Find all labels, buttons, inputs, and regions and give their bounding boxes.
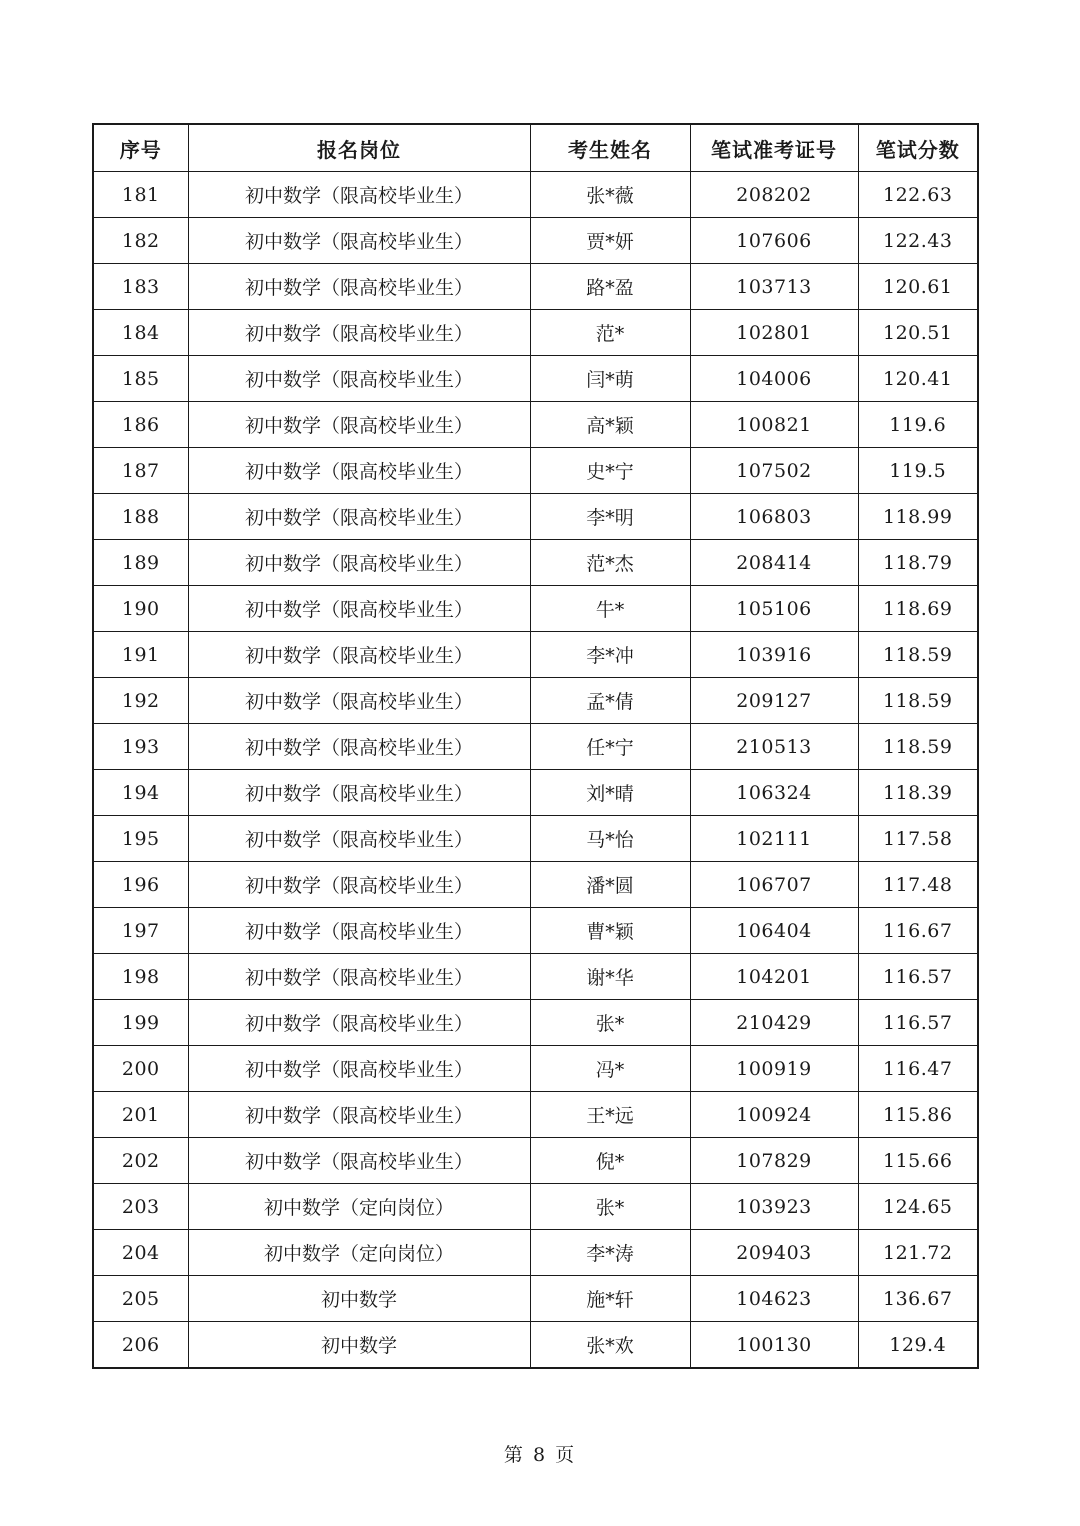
cell-written-score: 120.51 xyxy=(858,310,978,356)
table-header xyxy=(93,124,978,172)
table-row xyxy=(93,724,978,770)
cell-admission-ticket: 100924 xyxy=(690,1092,858,1138)
table-row xyxy=(93,448,978,494)
cell-serial-number: 190 xyxy=(93,586,188,632)
cell-admission-ticket: 106324 xyxy=(690,770,858,816)
cell-position: 初中数学（限高校毕业生） xyxy=(188,862,530,908)
cell-position: 初中数学（限高校毕业生） xyxy=(188,1092,530,1138)
page-number: 第 8 页 xyxy=(503,1444,577,1466)
cell-position: 初中数学（限高校毕业生） xyxy=(188,494,530,540)
cell-written-score: 118.99 xyxy=(858,494,978,540)
table-row xyxy=(93,1138,978,1184)
table-row xyxy=(93,540,978,586)
cell-candidate-name: 潘*圆 xyxy=(530,862,690,908)
cell-written-score: 118.59 xyxy=(858,632,978,678)
cell-admission-ticket: 210513 xyxy=(690,724,858,770)
results-table xyxy=(92,123,979,1369)
table-row xyxy=(93,678,978,724)
cell-serial-number: 198 xyxy=(93,954,188,1000)
cell-serial-number: 182 xyxy=(93,218,188,264)
cell-candidate-name: 贾*妍 xyxy=(530,218,690,264)
cell-position: 初中数学 xyxy=(188,1276,530,1322)
cell-admission-ticket: 209127 xyxy=(690,678,858,724)
cell-written-score: 115.86 xyxy=(858,1092,978,1138)
table-row xyxy=(93,770,978,816)
cell-candidate-name: 李*明 xyxy=(530,494,690,540)
cell-written-score: 117.48 xyxy=(858,862,978,908)
cell-serial-number: 197 xyxy=(93,908,188,954)
cell-serial-number: 183 xyxy=(93,264,188,310)
cell-admission-ticket: 105106 xyxy=(690,586,858,632)
header-row xyxy=(93,124,978,172)
cell-position: 初中数学（限高校毕业生） xyxy=(188,816,530,862)
cell-serial-number: 205 xyxy=(93,1276,188,1322)
cell-position: 初中数学（限高校毕业生） xyxy=(188,218,530,264)
cell-serial-number: 203 xyxy=(93,1184,188,1230)
table-row xyxy=(93,1046,978,1092)
table-row xyxy=(93,954,978,1000)
cell-position: 初中数学（限高校毕业生） xyxy=(188,1000,530,1046)
cell-candidate-name: 冯* xyxy=(530,1046,690,1092)
cell-serial-number: 193 xyxy=(93,724,188,770)
cell-written-score: 118.39 xyxy=(858,770,978,816)
cell-serial-number: 199 xyxy=(93,1000,188,1046)
cell-position: 初中数学（限高校毕业生） xyxy=(188,954,530,1000)
cell-serial-number: 200 xyxy=(93,1046,188,1092)
cell-position: 初中数学（限高校毕业生） xyxy=(188,678,530,724)
cell-admission-ticket: 210429 xyxy=(690,1000,858,1046)
cell-candidate-name: 施*轩 xyxy=(530,1276,690,1322)
cell-position: 初中数学（限高校毕业生） xyxy=(188,540,530,586)
cell-written-score: 115.66 xyxy=(858,1138,978,1184)
cell-candidate-name: 张*薇 xyxy=(530,172,690,218)
table-row xyxy=(93,1276,978,1322)
cell-candidate-name: 范*杰 xyxy=(530,540,690,586)
cell-admission-ticket: 209403 xyxy=(690,1230,858,1276)
cell-written-score: 136.67 xyxy=(858,1276,978,1322)
cell-candidate-name: 范* xyxy=(530,310,690,356)
cell-candidate-name: 张* xyxy=(530,1184,690,1230)
cell-admission-ticket: 208414 xyxy=(690,540,858,586)
cell-admission-ticket: 208202 xyxy=(690,172,858,218)
cell-serial-number: 186 xyxy=(93,402,188,448)
cell-written-score: 121.72 xyxy=(858,1230,978,1276)
cell-position: 初中数学（定向岗位） xyxy=(188,1184,530,1230)
cell-serial-number: 204 xyxy=(93,1230,188,1276)
cell-admission-ticket: 104201 xyxy=(690,954,858,1000)
cell-admission-ticket: 104623 xyxy=(690,1276,858,1322)
table-row xyxy=(93,816,978,862)
cell-serial-number: 201 xyxy=(93,1092,188,1138)
cell-written-score: 120.61 xyxy=(858,264,978,310)
cell-written-score: 122.43 xyxy=(858,218,978,264)
cell-written-score: 124.65 xyxy=(858,1184,978,1230)
cell-candidate-name: 闫*萌 xyxy=(530,356,690,402)
cell-candidate-name: 任*宁 xyxy=(530,724,690,770)
cell-candidate-name: 张*欢 xyxy=(530,1322,690,1369)
cell-candidate-name: 李*涛 xyxy=(530,1230,690,1276)
cell-written-score: 129.4 xyxy=(858,1322,978,1369)
cell-position: 初中数学（限高校毕业生） xyxy=(188,172,530,218)
table-body xyxy=(93,172,978,1369)
cell-candidate-name: 孟*倩 xyxy=(530,678,690,724)
cell-candidate-name: 高*颖 xyxy=(530,402,690,448)
cell-candidate-name: 刘*晴 xyxy=(530,770,690,816)
cell-serial-number: 194 xyxy=(93,770,188,816)
cell-written-score: 118.69 xyxy=(858,586,978,632)
cell-written-score: 117.58 xyxy=(858,816,978,862)
cell-written-score: 118.59 xyxy=(858,724,978,770)
cell-admission-ticket: 106707 xyxy=(690,862,858,908)
cell-admission-ticket: 103916 xyxy=(690,632,858,678)
cell-serial-number: 189 xyxy=(93,540,188,586)
cell-admission-ticket: 100919 xyxy=(690,1046,858,1092)
cell-serial-number: 187 xyxy=(93,448,188,494)
table-row xyxy=(93,1322,978,1369)
cell-admission-ticket: 102801 xyxy=(690,310,858,356)
header-position: 报名岗位 xyxy=(188,124,530,172)
table-row xyxy=(93,1000,978,1046)
cell-admission-ticket: 107502 xyxy=(690,448,858,494)
cell-position: 初中数学（限高校毕业生） xyxy=(188,356,530,402)
cell-admission-ticket: 106803 xyxy=(690,494,858,540)
cell-position: 初中数学（限高校毕业生） xyxy=(188,724,530,770)
cell-written-score: 119.6 xyxy=(858,402,978,448)
cell-candidate-name: 牛* xyxy=(530,586,690,632)
cell-admission-ticket: 107606 xyxy=(690,218,858,264)
cell-candidate-name: 曹*颖 xyxy=(530,908,690,954)
table-row xyxy=(93,1184,978,1230)
cell-written-score: 119.5 xyxy=(858,448,978,494)
table-row xyxy=(93,356,978,402)
cell-serial-number: 188 xyxy=(93,494,188,540)
cell-position: 初中数学（限高校毕业生） xyxy=(188,908,530,954)
cell-written-score: 120.41 xyxy=(858,356,978,402)
table-row xyxy=(93,632,978,678)
cell-position: 初中数学（限高校毕业生） xyxy=(188,586,530,632)
cell-serial-number: 191 xyxy=(93,632,188,678)
cell-admission-ticket: 100130 xyxy=(690,1322,858,1369)
cell-candidate-name: 路*盈 xyxy=(530,264,690,310)
table-row xyxy=(93,172,978,218)
cell-admission-ticket: 104006 xyxy=(690,356,858,402)
cell-written-score: 118.59 xyxy=(858,678,978,724)
table-row xyxy=(93,264,978,310)
cell-candidate-name: 张* xyxy=(530,1000,690,1046)
table-row xyxy=(93,908,978,954)
cell-candidate-name: 马*怡 xyxy=(530,816,690,862)
cell-written-score: 116.67 xyxy=(858,908,978,954)
cell-position: 初中数学（限高校毕业生） xyxy=(188,632,530,678)
cell-written-score: 116.57 xyxy=(858,1000,978,1046)
header-admission-ticket: 笔试准考证号 xyxy=(690,124,858,172)
cell-serial-number: 181 xyxy=(93,172,188,218)
cell-candidate-name: 倪* xyxy=(530,1138,690,1184)
table-row xyxy=(93,218,978,264)
cell-position: 初中数学（限高校毕业生） xyxy=(188,1138,530,1184)
header-candidate-name: 考生姓名 xyxy=(530,124,690,172)
cell-admission-ticket: 107829 xyxy=(690,1138,858,1184)
cell-candidate-name: 李*冲 xyxy=(530,632,690,678)
table-row xyxy=(93,402,978,448)
cell-written-score: 122.63 xyxy=(858,172,978,218)
cell-written-score: 116.57 xyxy=(858,954,978,1000)
cell-serial-number: 196 xyxy=(93,862,188,908)
cell-written-score: 118.79 xyxy=(858,540,978,586)
cell-position: 初中数学（定向岗位） xyxy=(188,1230,530,1276)
cell-position: 初中数学（限高校毕业生） xyxy=(188,402,530,448)
table-row xyxy=(93,310,978,356)
cell-position: 初中数学（限高校毕业生） xyxy=(188,770,530,816)
cell-position: 初中数学（限高校毕业生） xyxy=(188,448,530,494)
cell-admission-ticket: 103923 xyxy=(690,1184,858,1230)
table-row xyxy=(93,494,978,540)
cell-candidate-name: 史*宁 xyxy=(530,448,690,494)
table-row xyxy=(93,1092,978,1138)
cell-admission-ticket: 103713 xyxy=(690,264,858,310)
header-written-score: 笔试分数 xyxy=(858,124,978,172)
cell-serial-number: 184 xyxy=(93,310,188,356)
cell-serial-number: 192 xyxy=(93,678,188,724)
cell-serial-number: 206 xyxy=(93,1322,188,1369)
cell-position: 初中数学 xyxy=(188,1322,530,1369)
cell-position: 初中数学（限高校毕业生） xyxy=(188,1046,530,1092)
cell-candidate-name: 王*远 xyxy=(530,1092,690,1138)
table-row xyxy=(93,586,978,632)
cell-admission-ticket: 106404 xyxy=(690,908,858,954)
cell-serial-number: 185 xyxy=(93,356,188,402)
cell-admission-ticket: 102111 xyxy=(690,816,858,862)
table-row xyxy=(93,862,978,908)
cell-serial-number: 195 xyxy=(93,816,188,862)
cell-admission-ticket: 100821 xyxy=(690,402,858,448)
cell-written-score: 116.47 xyxy=(858,1046,978,1092)
cell-candidate-name: 谢*华 xyxy=(530,954,690,1000)
cell-position: 初中数学（限高校毕业生） xyxy=(188,264,530,310)
cell-position: 初中数学（限高校毕业生） xyxy=(188,310,530,356)
table-row xyxy=(93,1230,978,1276)
cell-serial-number: 202 xyxy=(93,1138,188,1184)
header-serial-number: 序号 xyxy=(93,124,188,172)
